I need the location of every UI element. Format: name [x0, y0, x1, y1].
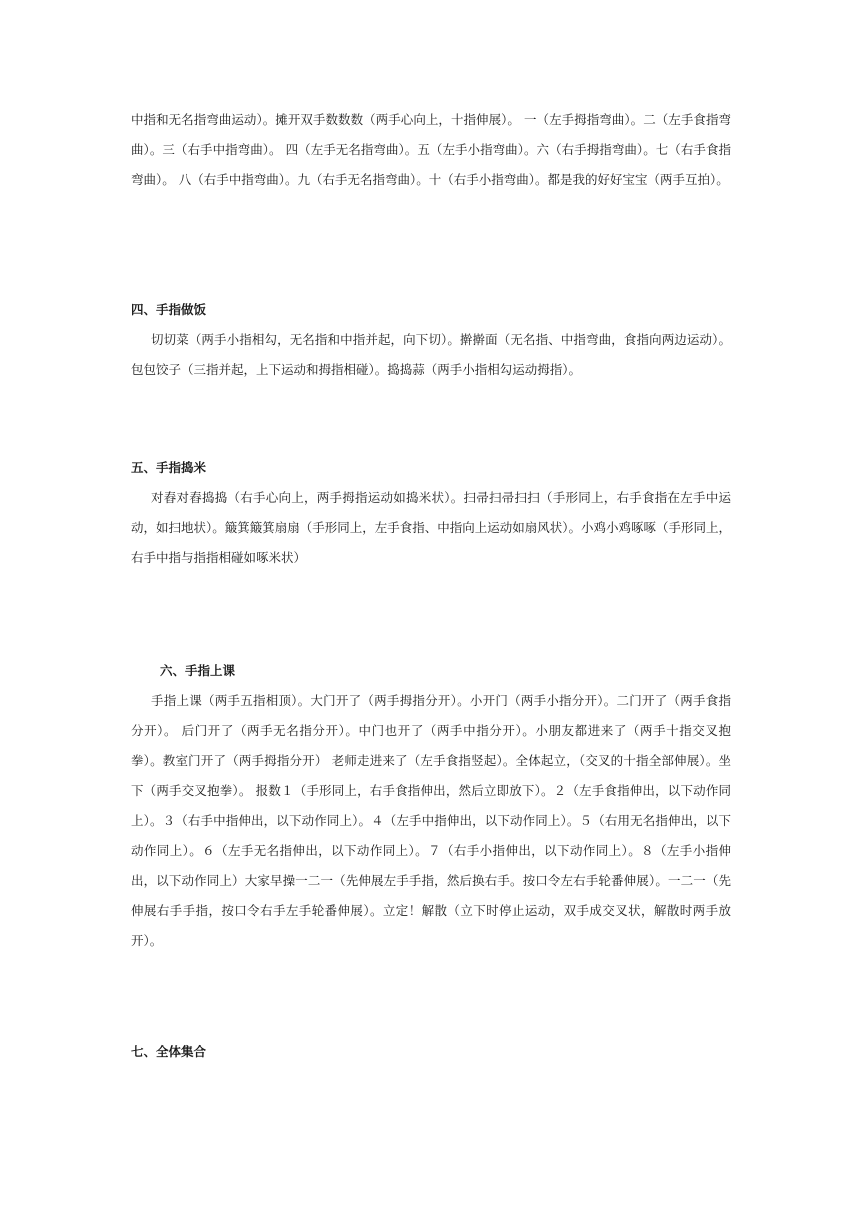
section-heading-4: 四、手指做饭 [131, 302, 207, 317]
section-paragraph-5: 对舂对舂捣捣（右手心向上，两手拇指运动如捣米状）。扫帚扫帚扫扫（手形同上，右手食指在左手中运动，如扫地状）。簸箕簸箕扇扇（手形同上，左手食指、中指向上运动如扇风状）。小鸡小鸡啄啄（手形同上，右手中指与指指相碰如啄米状） [131, 490, 732, 565]
section-paragraph-6: 手指上课（两手五指相顶）。大门开了（两手拇指分开）。小开门（两手小指分开）。二门开了（两手食指分开）。 后门开了（两手无名指分开）。中门也开了（两手中指分开）。小朋友都进来了（两手十指交叉抱拳）。教室门开了（两手拇指分开） 老师走进来了（左手食指竖起）。全体起立，（交叉的十指全部伸展）。坐下（两手交叉抱拳）。 报数１（手形同上，右手食指伸出，然后立即放下）。２（左手食指伸出，以下动作同上）。３（右手中指伸出，以下动作同上）。４（左手中指伸出，以下动作同上）。５（右用无名指伸出，以下动作同上）。６（左手无名指伸出，以下动作同上）。７（右手小指伸出，以下动作同上）。８（左手小指伸出，以下动作同上）大家早操一二一（先伸展左手手指，然后换右手。按口令左右手轮番伸展）。一二一（先伸展右手手指，按口令右手左手轮番伸展）。立定！解散（立下时停止运动，双手成交叉状，解散时两手放开）。 [131, 693, 731, 948]
section-heading-7: 七、全体集合 [131, 1044, 207, 1059]
intro-paragraph: 中指和无名指弯曲运动）。摊开双手数数数（两手心向上，十指伸展）。 一（左手拇指弯曲）。二（左手食指弯曲）。三（右手中指弯曲）。 四（左手无名指弯曲）。五（左手小指弯曲）。六（右手拇指弯曲）。七（右手食指弯曲）。 八（右手中指弯曲）。九（右手无名指弯曲）。十（右手小指弯曲）。都是我的好好宝宝（两手互拍）。 [131, 112, 731, 187]
section-paragraph-4: 切切菜（两手小指相勾，无名指和中指并起，向下切）。擀擀面（无名指、中指弯曲，食指向两边运动）。包包饺子（三指并起，上下运动和拇指相碰）。捣捣蒜（两手小指相勾运动拇指）。 [131, 332, 731, 377]
section-heading-5: 五、手指捣米 [131, 460, 207, 475]
section-heading-6: 六、手指上课 [160, 663, 236, 678]
